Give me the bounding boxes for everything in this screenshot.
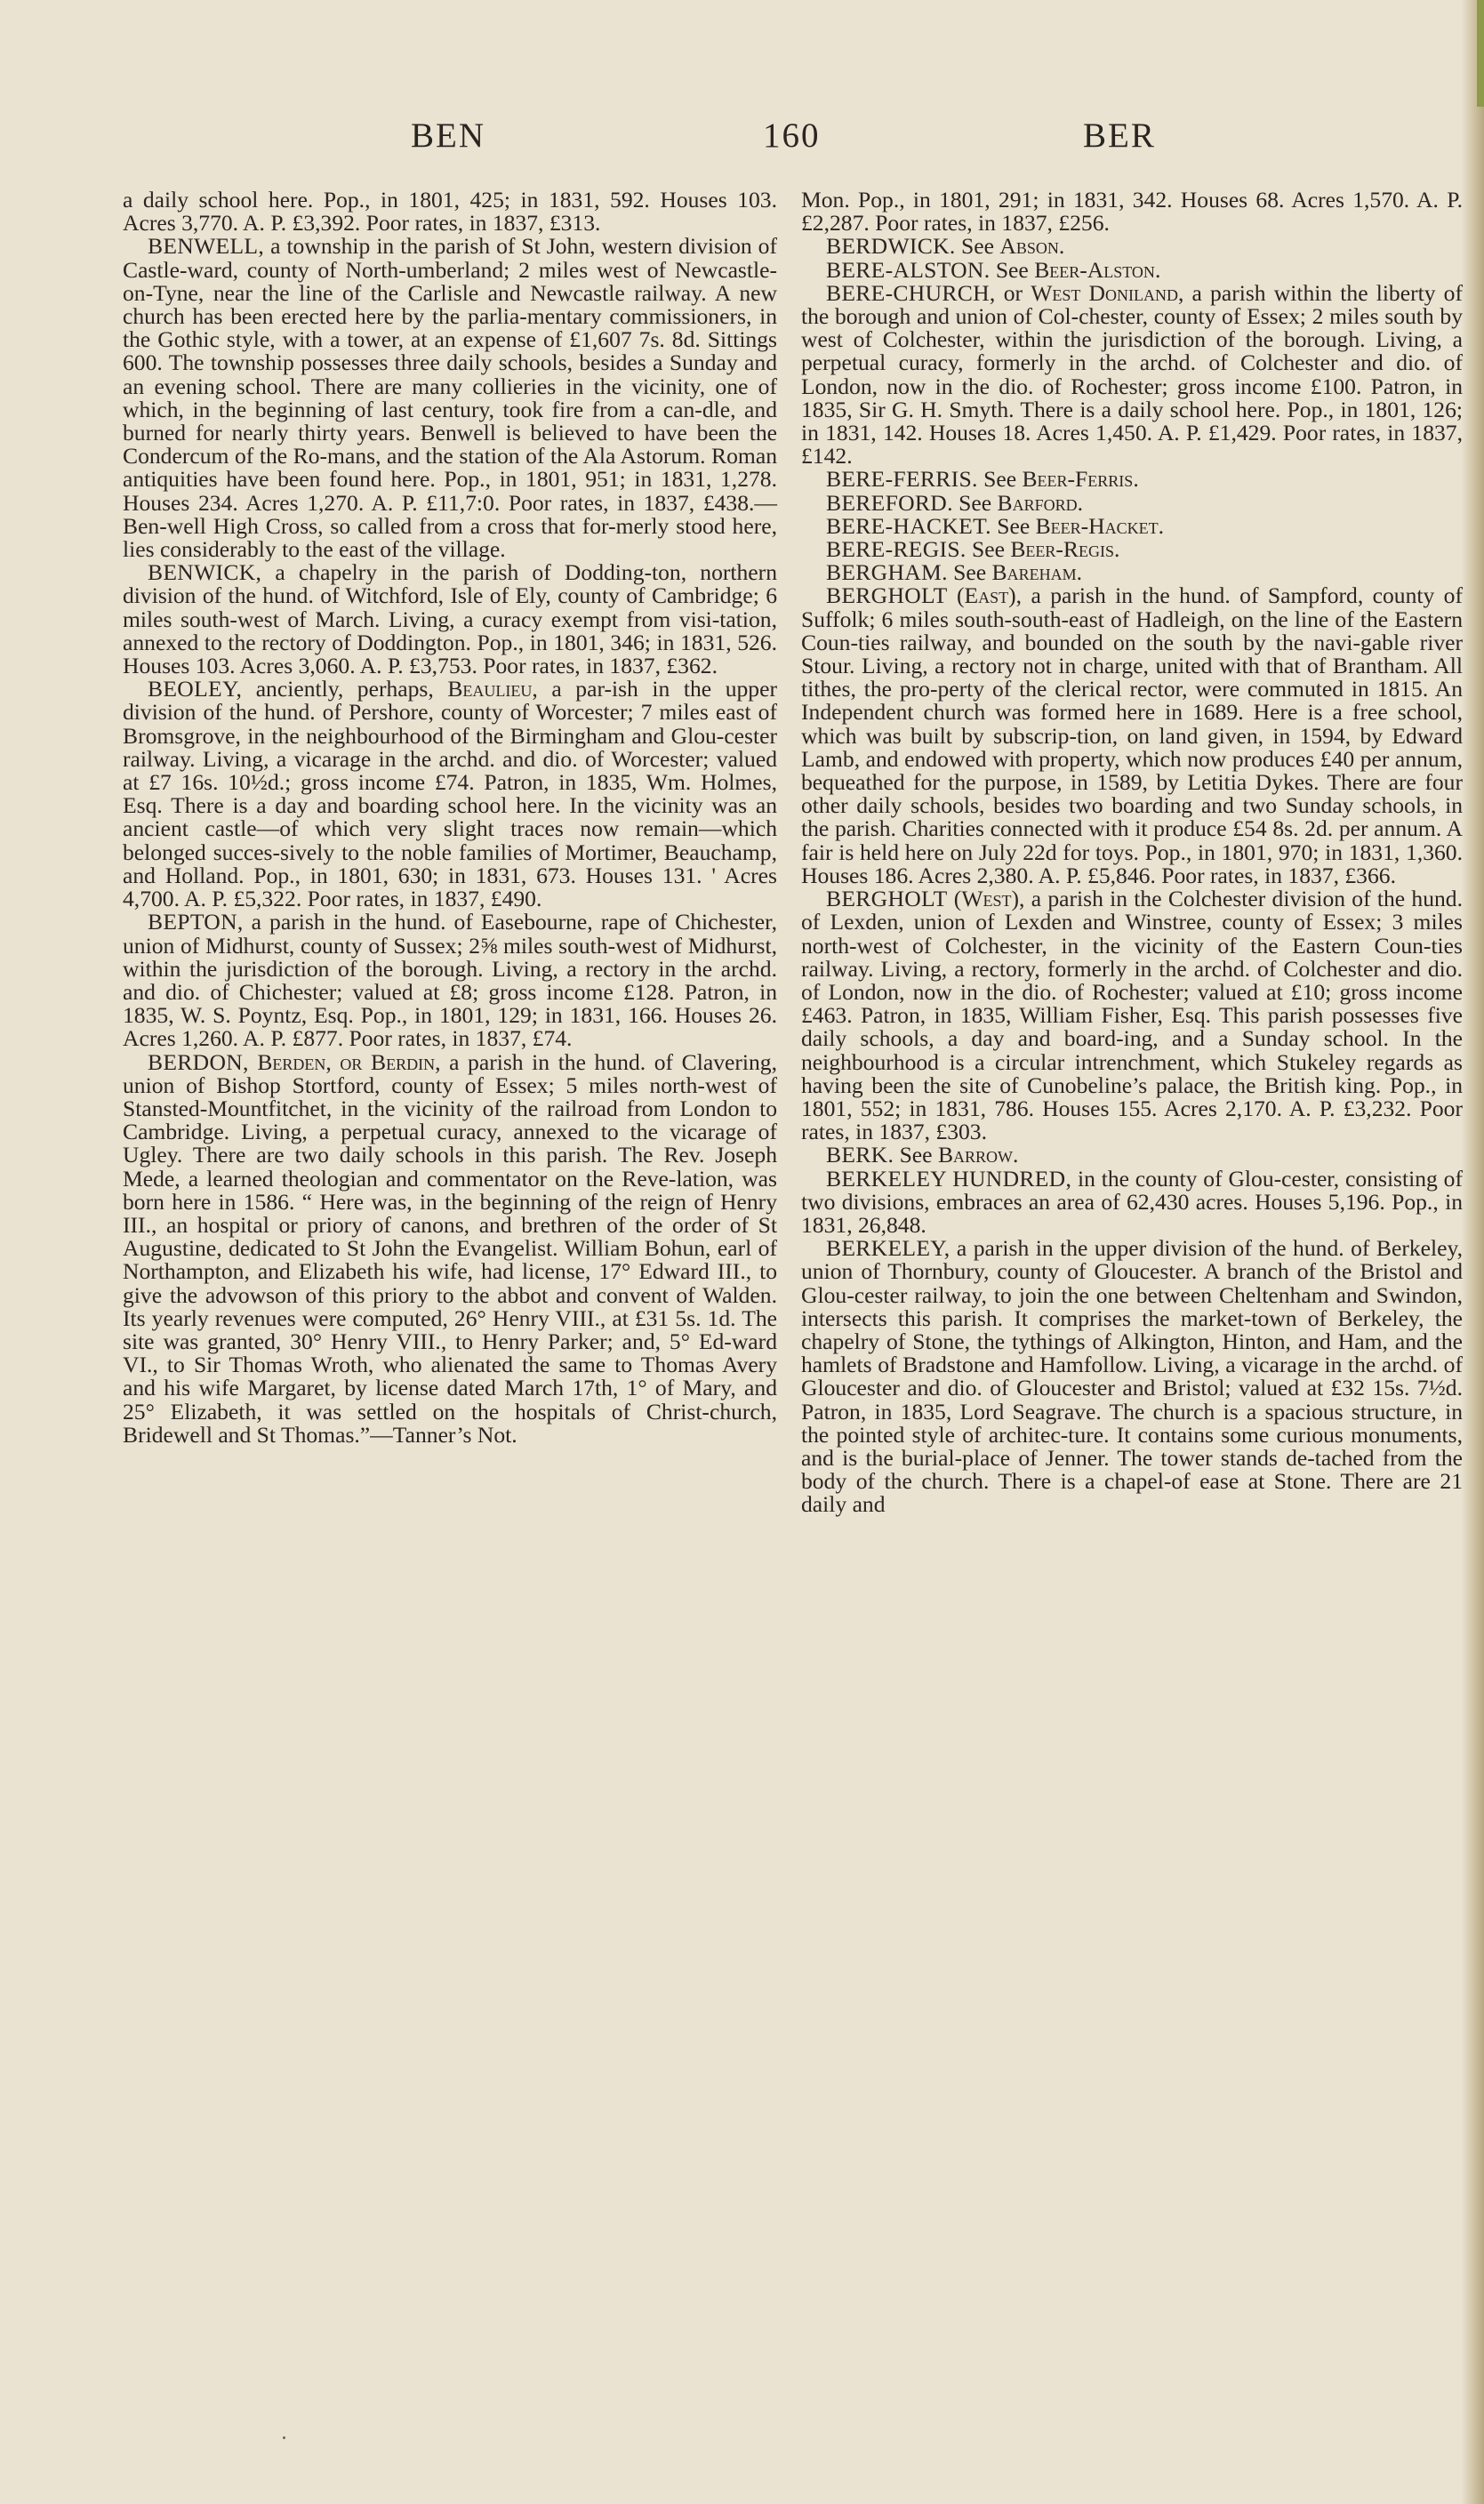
entry-headword: BEREFORD. <box>826 489 953 516</box>
gazetteer-entry <box>123 678 777 911</box>
entry-headword: BEOLEY, <box>148 676 243 702</box>
gazetteer-entry <box>801 489 1463 516</box>
entry-headword: BEPTON, <box>148 909 244 935</box>
entry-text: . <box>1077 489 1084 516</box>
entry-connector: See <box>966 536 1011 563</box>
gazetteer-entry <box>801 887 1463 1144</box>
gazetteer-entry <box>123 235 777 561</box>
entry-text: a chapelry in the parish of Dodding-ton, northern division of the hund. of Witchford, Isle of Ely, county of Cambridge; 6 miles south-west of March. Living, a curacy exempt from visi-tation, annexed to the rectory of Doddington. Pop., in 1801, 346; in 1831, 526. Houses 103. Acres 3,060. A. P. £3,753. Poor rates, in 1837, £362. <box>123 559 777 679</box>
entry-text: ), a parish in the Colchester division of the hund. of Lexden, union of Lexden and Winstree, county of Essex; 3 miles north-west of Colchester, in the vicinity of the Eastern Coun-ties railway. Living, a rectory, formerly in the archd. of Colchester and dio. of London, now in the dio. of Rochester; valued at £10; gross income £463. Patron, in 1835, William Fisher, Esq. This parish possesses five daily schools, a day and board-ing, and a Sunday school. In the neighbourhood is a circular intrenchment, which Stukeley regards as having been the site of Cunobeline’s palace, the British king. Pop., in 1801, 552; in 1831, 786. Houses 155. Acres 2,170. A. P. £3,232. Poor rates, in 1837, £303. <box>801 886 1463 1145</box>
entry-connector: See <box>947 559 992 586</box>
gazetteer-entry <box>801 468 1463 491</box>
right-column <box>801 189 1463 1517</box>
gazetteer-entry <box>123 911 777 1050</box>
cross-reference: Beer-Alston <box>1034 256 1155 283</box>
entry-text: , a par-ish in the upper division of the hund. of Pershore, county of Worcester; 7 miles east of Bromsgrove, in the neighbourhood of the Birmingham and Glou-cester railway. Living, a vicarage in the archd. and dio. of Worcester; valued at £7 16s. 10½d.; gross income £74. Patron, in 1835, Wm. Holmes, Esq. There is a day and boarding school here. In the vicinity was an ancient castle—of which very slight traces now remain—which belonged succes-sively to the noble families of Mortimer, Beauchamp, and Holland. Pop., in 1801, 630; in 1831, 673. Houses 131. ' Acres 4,700. A. P. £5,322. Poor rates, in 1837, £490. <box>123 676 777 912</box>
entry-headword: BENWICK, <box>148 559 262 586</box>
entry-text: . <box>1154 256 1161 283</box>
entry-text: a township in the parish of St John, western division of Castle-ward, county of North-umberland; 2 miles west of Newcastle-on-Tyne, near the line of the Carlisle and Newcastle railway. A new church has been erected here by the parlia-mentary commissioners, in the Gothic style, with a tower, at an expense of £1,607 7s. 8d. Sittings 600. The township possesses three daily schools, besides a Sunday and an evening school. There are many collieries in the vicinity, one of which, in the beginning of last century, took fire from a can-dle, and burned for nearly thirty years. Benwell is believed to have been the Condercum of the Ro-mans, and the station of the Ala Astorum. Roman antiquities have been found here. Pop., in 1801, 951; in 1831, 1,278. Houses 234. Acres 1,270. A. P. £11,7:0. Poor rates, in 1837, £438.—Ben-well High Cross, so called from a cross that for-merly stood here, lies considerably to the east of the village. <box>123 233 777 563</box>
cross-reference: Barrow <box>937 1142 1014 1168</box>
entry-headword: BERGHAM. <box>826 559 948 586</box>
cross-reference: Bareham <box>991 559 1077 586</box>
entry-headword: BERKELEY HUNDRED, <box>826 1165 1072 1192</box>
gazetteer-entry <box>801 256 1463 283</box>
entry-headword: BERK. <box>826 1142 894 1168</box>
cross-reference: East <box>964 582 1009 609</box>
entry-connector: or <box>995 279 1031 306</box>
entry-connector <box>249 1049 258 1075</box>
entry-text: . <box>1058 233 1065 260</box>
gazetteer-entry <box>801 1144 1463 1167</box>
entry-text: , a parish within the liberty of the borough and union of Col-chester, county of Essex; 2 miles south by west of Colchester, within the jurisdiction of the borough. Living, a perpetual curacy, formerly in the archd. of Colchester and dio. of London, now in the dio. of Rochester; gross income £100. Patron, in 1835, Sir G. H. Smyth. There is a daily school here. Pop., in 1801, 126; in 1831, 142. Houses 18. Acres 1,450. A. P. £1,429. Poor rates, in 1837, £142. <box>801 279 1463 470</box>
entry-text: , a parish in the hund. of Clavering, union of Bishop Stortford, county of Essex; 5 miles north-west of Stansted-Mountfitchet, in the vicinity of the railroad from London to Cambridge. Living, a perpetual curacy, annexed to the vicarage of Ugley. There are two daily schools in this parish. The Rev. Joseph Mede, a learned theologian and commentator on the Reve-lation, was born here in 1586. “ Here was, in the beginning of the reign of Henry III., an hospital or priory of canons, and brethren of the order of St Augustine, dedicated to St John the Evangelist. William Bohun, earl of Northampton, and Elizabeth his wife, had license, 17° Edward III., to give the advowson of this priory to the abbot and convent of Walden. Its yearly revenues were computed, 26° Henry VIII., at £31 5s. 1d. The site was granted, 30° Henry VIII., to Henry Parker; and, 5° Ed-ward VI., to Sir Thomas Wroth, who alienated the same to Thomas Avery and his wife Margaret, by license dated March 17th, 1° of Mary, and 25° Elizabeth, it was settled on the hospitals of Christ-church, Bridewell and St Thomas.”—Tanner’s Not. <box>123 1048 777 1448</box>
entry-headword: BERGHOLT <box>826 886 948 912</box>
entry-connector: anciently, perhaps, <box>242 676 448 702</box>
continued-paragraph <box>801 189 1463 235</box>
gazetteer-entry <box>801 561 1463 584</box>
entry-text: in the county of Glou-cester, consisting of two divisions, embraces an area of 62,430 acres. Houses 5,196. Pop., in 1831, 26,848. <box>801 1165 1463 1238</box>
entry-connector: See <box>952 489 998 516</box>
continued-paragraph <box>123 189 777 235</box>
entry-headword: BENWELL, <box>148 233 265 260</box>
cross-reference: West Doniland <box>1031 279 1178 306</box>
gazetteer-entry <box>123 561 777 678</box>
gazetteer-entry <box>801 538 1463 561</box>
entry-connector: ( <box>947 582 965 609</box>
left-column <box>123 189 777 1447</box>
page-edge <box>1461 0 1484 2504</box>
entry-connector: See <box>991 512 1036 539</box>
entry-text: a parish in the upper division of the hund. of Berkeley, union of Thornbury, county of Gloucester. A branch of the Bristol and Glou-cester railway, to join the one between Cheltenham and Swindon, intersects this parish. It comprises the market-town of Berkeley, the chapelry of Stone, the tythings of Alkington, Hinton, and Ham, and the hamlets of Bradstone and Hamfollow. Living, a vicarage in the archd. of Gloucester and dio. of Gloucester and Bristol; valued at £32 15s. 7½d. Patron, in 1835, Lord Seagrave. The church is a spacious structure, in the pointed style of architec-ture. It contains some curious monuments, and is the burial-place of Jenner. The tower stands de-tached from the body of the church. There is a chapel-of ease at Stone. There are 21 daily and <box>801 1235 1463 1518</box>
entry-text: Mon. Pop., in 1801, 291; in 1831, 342. Houses 68. Acres 1,570. A. P. £2,287. Poor rates, in 1837, £256. <box>801 187 1463 237</box>
entry-headword: BERDON, <box>148 1048 249 1075</box>
entry-headword: BERKELEY, <box>826 1235 951 1262</box>
entry-headword: BERE-ALSTON. <box>826 256 991 283</box>
cross-reference: West <box>961 886 1012 912</box>
cross-reference: Beaulieu <box>447 676 533 702</box>
entry-headword: BERDWICK. <box>826 233 956 260</box>
entry-headword: BERE-REGIS. <box>826 536 967 563</box>
page-number: 160 <box>763 116 821 155</box>
entry-headword: BERE-HACKET. <box>826 512 991 539</box>
entry-connector: See <box>977 466 1023 493</box>
gazetteer-entry <box>801 1237 1463 1516</box>
entry-text: . <box>1076 559 1083 586</box>
ink-speck <box>283 2436 285 2439</box>
entry-text: . <box>1158 512 1165 539</box>
gazetteer-entry <box>801 235 1463 258</box>
cross-reference: Beer-Regis <box>1010 536 1115 563</box>
cross-reference: Abson <box>999 233 1059 260</box>
entry-text: a daily school here. Pop., in 1801, 425; in 1831, 592. Houses 103. Acres 3,770. A. P. £3,392. Poor rates, in 1837, £313. <box>123 187 777 237</box>
entry-text: . <box>1114 536 1120 563</box>
cross-reference: Beer-Ferris <box>1022 466 1134 493</box>
entry-connector: ( <box>947 886 962 912</box>
entry-headword: BERGHOLT <box>826 582 948 609</box>
gazetteer-entry <box>801 584 1463 887</box>
gazetteer-entry <box>801 1165 1463 1238</box>
entry-headword: BERE-CHURCH, <box>826 279 996 306</box>
header-left-word: BEN <box>411 116 485 155</box>
cross-reference: Barford <box>997 489 1078 516</box>
header-right-word: BER <box>1083 116 1156 155</box>
gazetteer-entry <box>801 512 1463 539</box>
entry-text: a parish in the hund. of Easebourne, rape of Chichester, union of Midhurst, county of Sussex; 2⅝ miles south-west of Midhurst, within the jurisdiction of the borough. Living, a rectory in the archd. and dio. of Chichester; valued at £8; gross income £128. Patron, in 1835, W. S. Poyntz, Esq. Pop., in 1801, 129; in 1831, 166. Houses 26. Acres 1,260. A. P. £877. Poor rates, in 1837, £74. <box>123 909 777 1052</box>
entry-headword: BERE-FERRIS. <box>826 466 978 493</box>
gazetteer-entry <box>801 279 1463 470</box>
running-header <box>0 116 1484 169</box>
gazetteer-entry <box>123 1048 777 1448</box>
cross-reference: Beer-Hacket <box>1035 512 1159 539</box>
entry-text: ), a parish in the hund. of Sampford, county of Suffolk; 6 miles south-south-east of Hadleigh, on the line of the Eastern Coun-ties railway, and bounded on the south by the navi-gable river Stour. Living, a rectory not in charge, united with that of Brantham. All tithes, the pro-perty of the clerical rector, were commuted in 1815. An Independent church was formed here in 1689. Here is a free school, which was built by subscrip-tion, on land given, in 1594, by Edward Lamb, and endowed with property, which now produces £40 per annum, bequeathed for the purpose, in 1589, by Letitia Dykes. There are four other daily schools, besides two boarding and two Sunday schools, in the parish. Charities connected with it produce £54 8s. 2d. per annum. A fair is held here on July 22d for toys. Pop., in 1801, 970; in 1831, 1,360. Houses 186. Acres 2,380. A. P. £5,846. Poor rates, in 1837, £366. <box>801 582 1464 888</box>
entry-text: . <box>1013 1142 1019 1168</box>
entry-connector: See <box>955 233 1000 260</box>
entry-connector: See <box>894 1142 938 1168</box>
entry-text: . <box>1133 466 1139 493</box>
cross-reference: Berden, or Berdin <box>257 1048 436 1075</box>
entry-connector: See <box>990 256 1035 283</box>
page-tab-marker <box>1477 0 1484 107</box>
